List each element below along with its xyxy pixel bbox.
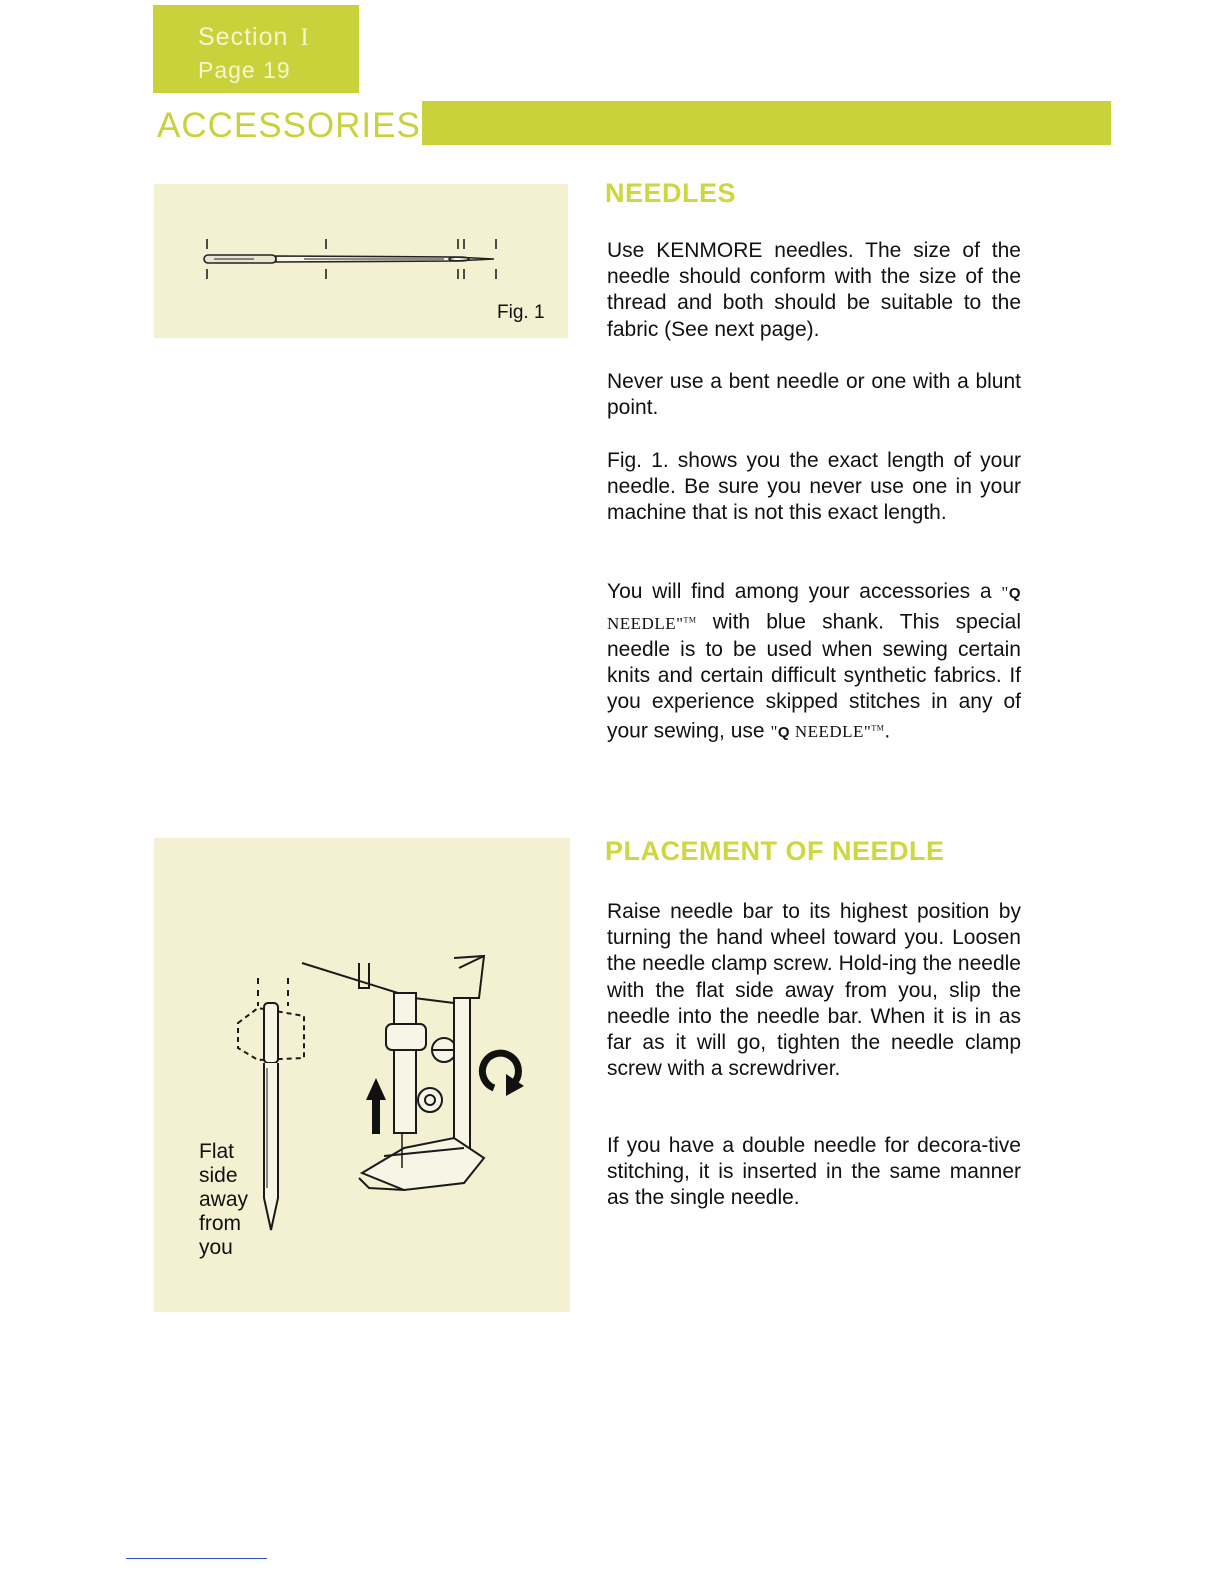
placement-paragraph-1: Raise needle bar to its highest position by turning the hand wheel toward you. Loosen the needle clamp screw. Hold-ing the needle with the flat side away from you, slip the needle into the needle bar. When it is in as far as it will go, tighten the needle clamp screw with a screwdriver. [607,900,1021,1081]
header-bar [422,101,1111,145]
needles-paragraph-3: Fig. 1. shows you the exact length of your needle. Be sure you never use one in your machine that is not this exact length. [607,449,1021,525]
page-number: Page 19 [198,57,291,83]
placement-paragraph-2: If you have a double needle for decora-tive stitching, it is inserted in the same manner as the single needle. [607,1134,1021,1210]
needles-paragraph-1: Use KENMORE needles. The size of the needle should conform with the size of the thread and both should be suitable to the fabric (See next page). [607,239,1021,341]
q-needle-trademark-2: "Q NEEDLE"™ [770,722,885,742]
needles-paragraph-2: Never use a bent needle or one with a blunt point. [607,370,1021,420]
figure-1-needle-length [154,184,568,338]
flat-side-label: Flat side away from you [199,1140,249,1259]
section-tab [153,5,359,93]
needles-heading: NEEDLES [605,178,737,208]
q-needle-trademark: "Q NEEDLE"™ [607,583,1021,633]
section-label: Section I [198,23,310,51]
footer-rule [126,1558,267,1559]
needles-paragraph-4: You will find among your accessories a "Q NEEDLE"™ with blue shank. This special needle is to be used when sewing certain knits and certain difficult synthetic fabrics. If you experience skipped stitches in any of your sewing, use "Q NEEDLE"™. [607,580,1022,743]
page-title: ACCESSORIES [157,106,421,145]
figure-2-needle-placement [154,838,570,1312]
placement-heading: PLACEMENT OF NEEDLE [605,836,945,866]
figure-1-label: Fig. 1 [497,302,545,323]
